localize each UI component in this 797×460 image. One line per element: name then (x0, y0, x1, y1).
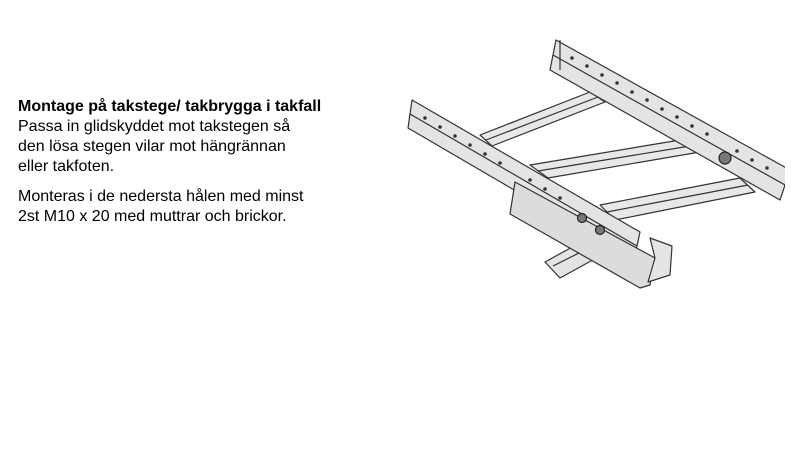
paragraph-1-line-1: Passa in glidskyddet mot takstegen så (18, 118, 291, 135)
paragraph-2-line-2: 2st M10 x 20 med muttrar och brickor. (18, 208, 287, 225)
right-rail (550, 40, 785, 200)
rung-1 (480, 92, 605, 146)
paragraph-1-line-2: den lösa stegen vilar mot hängrännan (18, 138, 286, 155)
ladder-assembly-illustration (405, 35, 785, 290)
instruction-heading: Montage på takstege/ takbrygga i takfall (18, 98, 322, 115)
instruction-text (18, 97, 398, 227)
rung-3 (600, 178, 755, 220)
instruction-paragraph-2 (18, 187, 398, 227)
paragraph-1-line-3: eller takfoten. (18, 158, 115, 175)
rung-2 (530, 140, 700, 178)
paragraph-2-line-1: Monteras i de nedersta hålen med minst (18, 188, 304, 205)
instruction-paragraph-1 (18, 117, 398, 177)
